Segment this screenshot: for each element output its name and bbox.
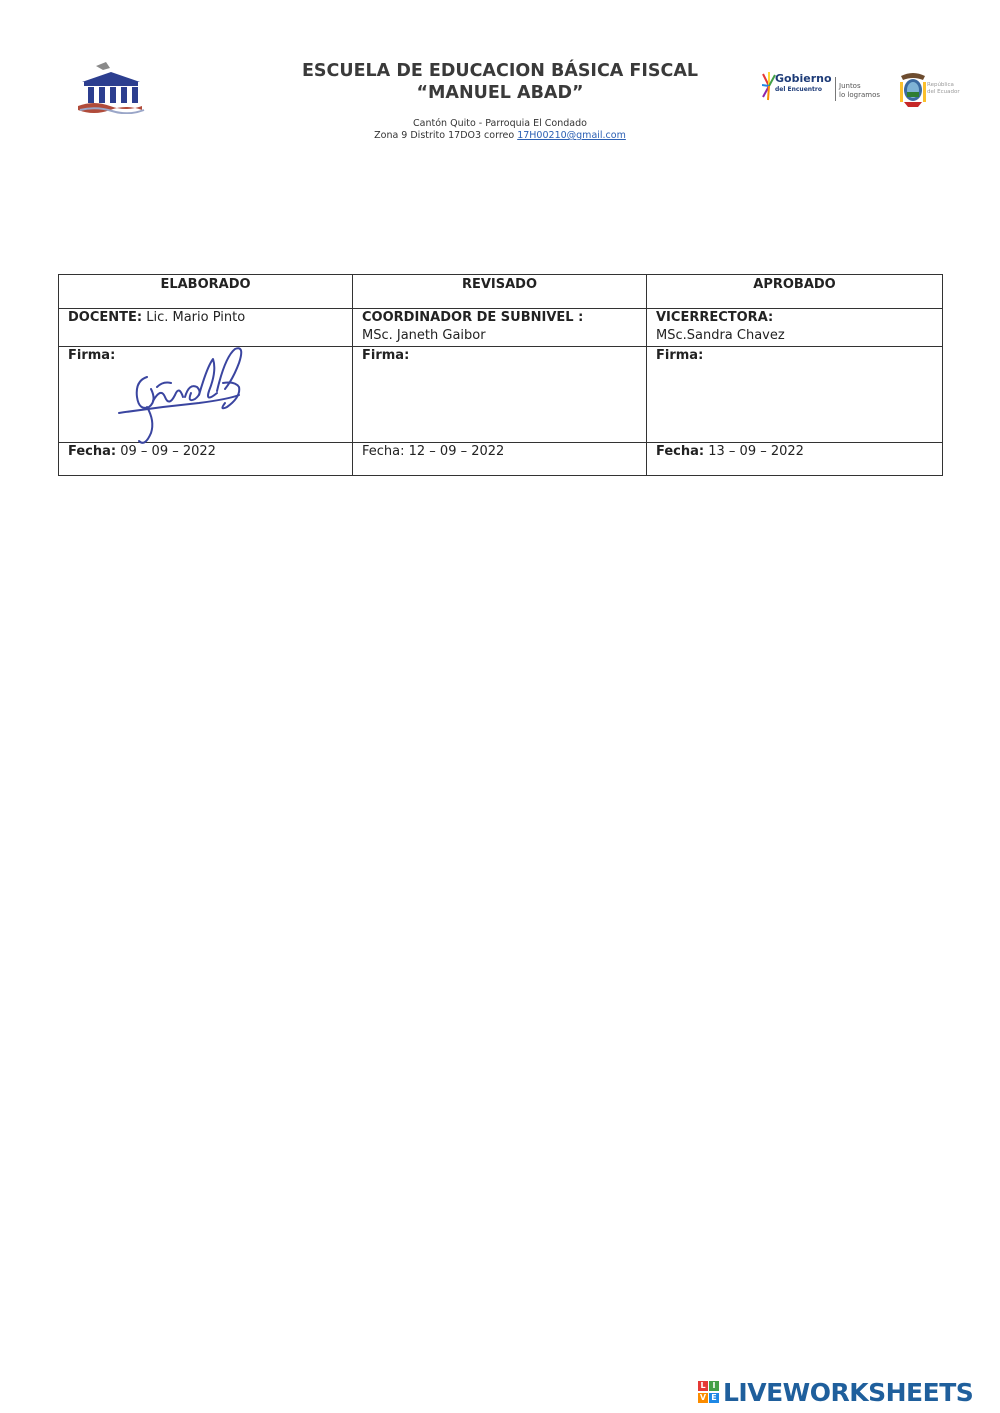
rep-line1: República: [927, 82, 954, 88]
approval-table: [58, 274, 943, 476]
republic-text: [927, 82, 960, 96]
liveworksheets-badge-icon: [697, 1380, 721, 1406]
gov-tag-line2: lo logramos: [839, 91, 881, 99]
badge-letter: I: [709, 1381, 719, 1391]
signature-cell-revisado: [353, 347, 647, 443]
role-label: VICERRECTORA:: [656, 310, 774, 325]
badge-letter: E: [709, 1393, 719, 1403]
date-value: 09 – 09 – 2022: [116, 444, 216, 459]
role-person: Lic. Mario Pinto: [142, 310, 246, 325]
coat-of-arms-icon: [898, 70, 928, 108]
date-label: Fecha: 12 – 09 – 2022: [362, 444, 505, 459]
signature-cell-elaborado: [59, 347, 353, 443]
liveworksheets-text: LIVEWORKSHEETS: [723, 1378, 974, 1407]
date-value: 13 – 09 – 2022: [704, 444, 804, 459]
header-elaborado: ELABORADO: [59, 275, 353, 309]
date-label: Fecha:: [656, 444, 705, 459]
header-revisado: REVISADO: [353, 275, 647, 309]
role-person: MSc.Sandra Chavez: [656, 328, 785, 343]
handwritten-signature: [99, 337, 259, 455]
sunburst-icon: [762, 71, 776, 101]
signature-label: Firma:: [68, 348, 116, 363]
role-person: MSc. Janeth Gaibor: [362, 328, 486, 343]
gov-divider: [835, 77, 836, 101]
header-aprobado: APROBADO: [647, 275, 943, 309]
table-header-row: [59, 275, 943, 309]
gov-tag-line1: Juntos: [839, 82, 861, 90]
badge-letter: V: [699, 1393, 707, 1402]
address-line: Cantón Quito - Parroquia El Condado: [413, 118, 587, 129]
signature-row: [59, 347, 943, 443]
role-label: COORDINADOR DE SUBNIVEL :: [362, 310, 584, 325]
signature-label: Firma:: [362, 348, 410, 363]
role-label: DOCENTE:: [68, 310, 143, 325]
gov-name: Gobierno: [775, 72, 832, 85]
role-cell-coordinador: [353, 309, 647, 347]
government-logo: [762, 70, 902, 108]
date-cell-revisado: [353, 443, 647, 476]
date-label: Fecha:: [68, 444, 117, 459]
badge-letter: L: [698, 1381, 708, 1391]
signature-label: Firma:: [656, 348, 704, 363]
signature-cell-aprobado: [647, 347, 943, 443]
gov-tagline: [839, 82, 880, 100]
email-link[interactable]: 17H00210@gmail.com: [517, 130, 626, 141]
rep-line2: del Ecuador: [927, 89, 960, 95]
role-cell-vicerrectora: [647, 309, 943, 347]
date-cell-aprobado: [647, 443, 943, 476]
school-name-quoted: “MANUEL ABAD”: [416, 83, 584, 103]
district-text: Zona 9 Distrito 17DO3 correo: [374, 130, 518, 141]
district-line: [0, 130, 1000, 141]
school-name: ESCUELA DE EDUCACION BÁSICA FISCAL: [301, 61, 699, 81]
gov-sub: del Encuentro: [775, 86, 822, 93]
